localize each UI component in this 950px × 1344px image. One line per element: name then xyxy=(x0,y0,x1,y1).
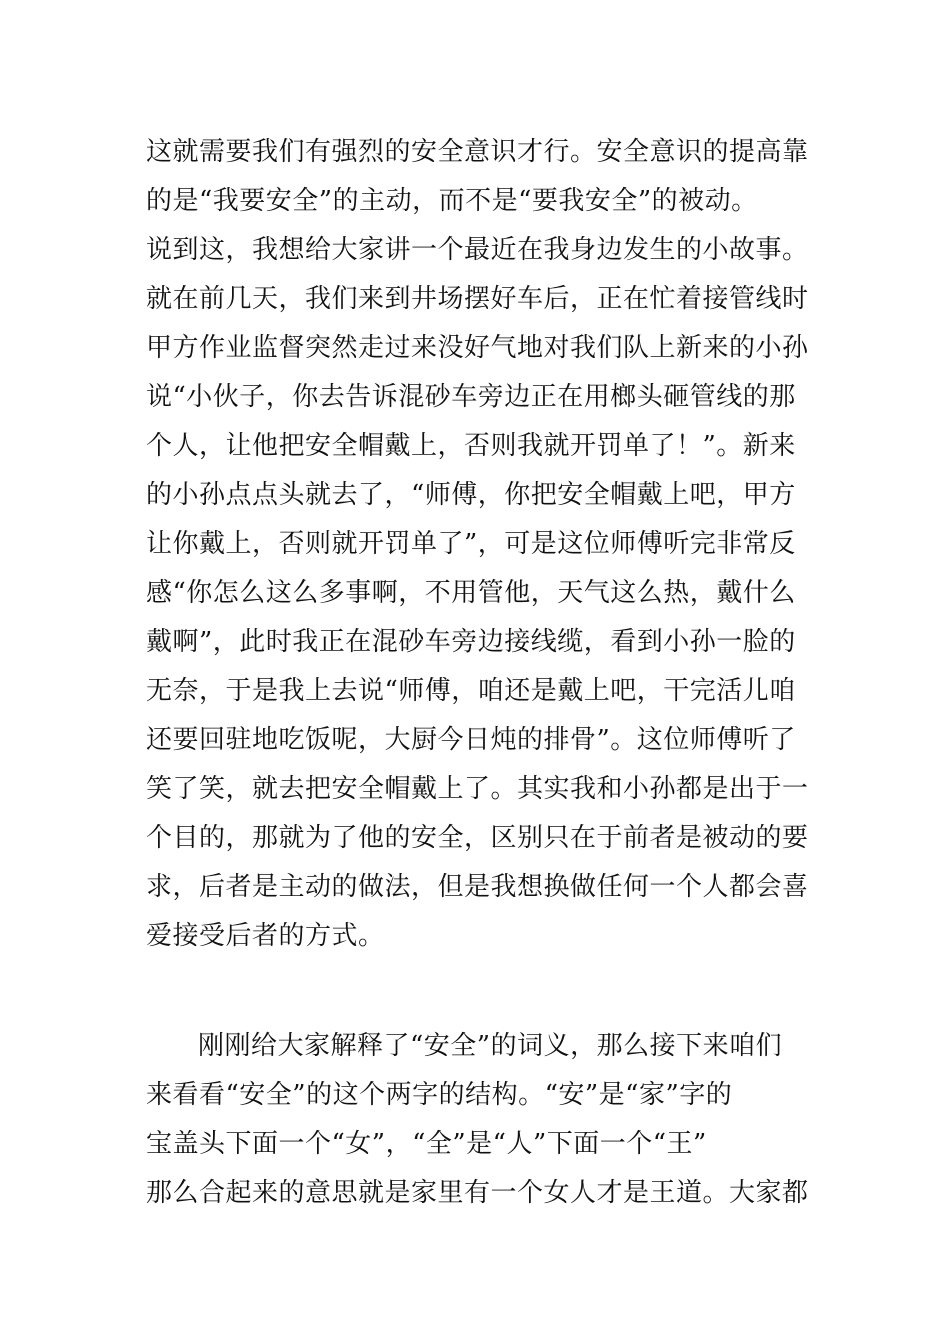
text-line: 宝盖头下面一个“女”，“全”是“人”下面一个“王” xyxy=(146,1129,707,1159)
paragraph-2 xyxy=(146,1022,811,1218)
text-line: 来看看“安全”的这个两字的结构。“安”是“家”字的 xyxy=(146,1080,733,1110)
text-line: 求，后者是主动的做法，但是我想换做任何一个人都会喜 xyxy=(146,872,809,902)
text-line: 笑了笑，就去把安全帽戴上了。其实我和小孙都是出于一 xyxy=(146,774,809,804)
text-line: 甲方作业监督突然走过来没好气地对我们队上新来的小孙 xyxy=(146,333,809,363)
text-line: 刚刚给大家解释了“安全”的词义，那么接下来咱们 xyxy=(198,1031,783,1061)
text-line: 个目的，那就为了他的安全，区别只在于前者是被动的要 xyxy=(146,823,809,853)
text-line: 的小孙点点头就去了，“师傅，你把安全帽戴上吧，甲方 xyxy=(146,480,796,510)
text-line: 无奈，于是我上去说“师傅，咱还是戴上吧，干完活儿咱 xyxy=(146,676,796,706)
text-line: 说到这，我想给大家讲一个最近在我身边发生的小故事。 xyxy=(146,235,809,265)
text-line: 这就需要我们有强烈的安全意识才行。安全意识的提高靠 xyxy=(146,137,809,167)
text-line: 个人，让他把安全帽戴上，否则我就开罚单了！”。新来 xyxy=(146,431,796,461)
text-line: 感“你怎么这么多事啊，不用管他，天气这么热，戴什么 xyxy=(146,578,796,608)
text-line: 还要回驻地吃饭呢，大厨今日炖的排骨”。这位师傅听了 xyxy=(146,725,796,755)
text-line: 就在前几天，我们来到井场摆好车后，正在忙着接管线时 xyxy=(146,284,809,314)
text-line: 让你戴上，否则就开罚单了”，可是这位师傅听完非常反 xyxy=(146,529,796,559)
text-line: 戴啊”，此时我正在混砂车旁边接线缆，看到小孙一脸的 xyxy=(146,627,796,657)
text-line: 爱接受后者的方式。 xyxy=(146,921,385,951)
paragraph-1 xyxy=(146,128,811,961)
text-line: 的是“我要安全”的主动，而不是“要我安全”的被动。 xyxy=(146,186,758,216)
text-line: 说“小伙子，你去告诉混砂车旁边正在用榔头砸管线的那 xyxy=(146,382,796,412)
text-line: 那么合起来的意思就是家里有一个女人才是王道。大家都 xyxy=(146,1178,809,1208)
